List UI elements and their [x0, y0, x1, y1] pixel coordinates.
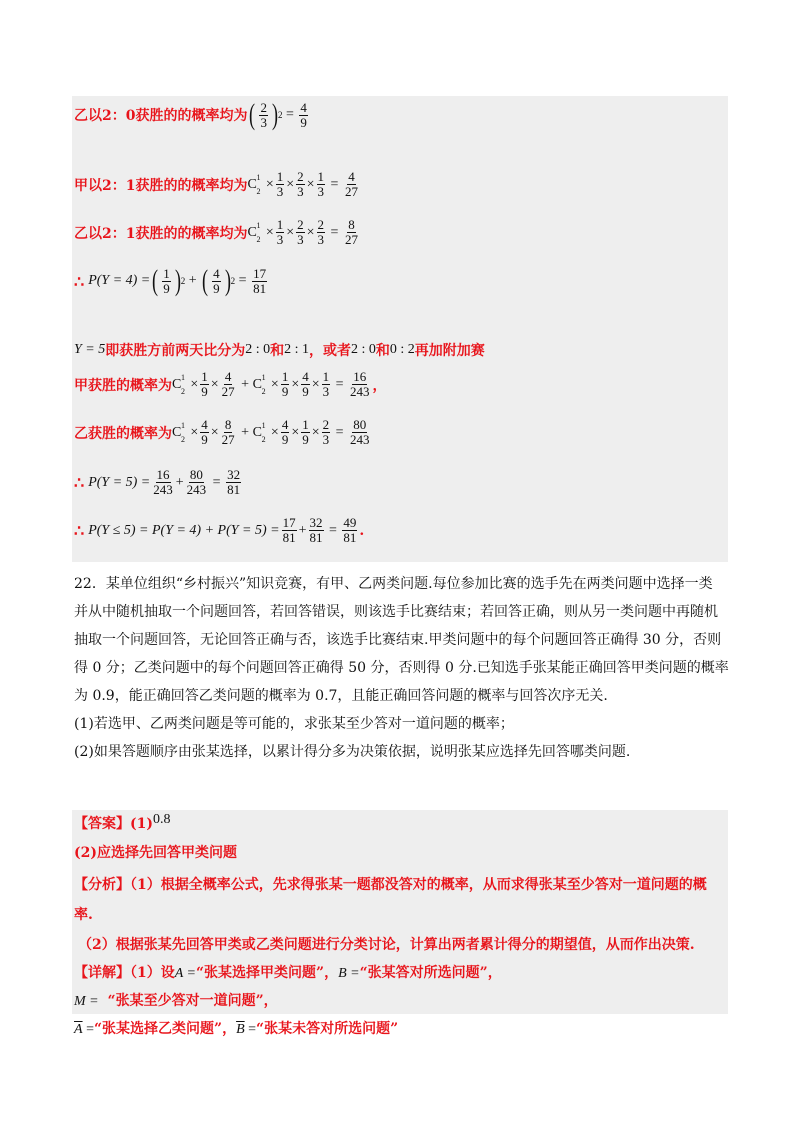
c-symbol: C [172, 376, 182, 392]
times-sign: × [190, 376, 199, 392]
numerator: 2 [322, 417, 330, 432]
times-sign: × [265, 176, 274, 192]
numerator: 8 [224, 417, 232, 432]
numerator: 80 [189, 467, 203, 482]
fraction [301, 370, 310, 399]
fraction [252, 267, 267, 296]
times-sign: × [311, 376, 320, 392]
line5-text: 即获胜方前两天比分为 [105, 343, 246, 359]
c-sup: 1 [256, 220, 261, 230]
equals-sign: = [327, 224, 342, 240]
combination [172, 372, 190, 396]
question-line: 并从中随机抽取一个问题回答，若回答错误，则该选手比赛结束；若回答正确，则从另一类问题中再随机 [74, 604, 718, 620]
fraction [281, 370, 290, 399]
denominator: 9 [163, 280, 170, 296]
numerator: 4 [281, 417, 289, 432]
solution-line-8 [74, 468, 243, 497]
denominator: 81 [253, 280, 267, 296]
numerator: 4 [213, 265, 220, 281]
numerator: 2 [260, 99, 267, 115]
analysis-line [74, 874, 707, 894]
math-M: M = [74, 994, 99, 1009]
numerator: 4 [300, 99, 307, 115]
answer-part1: (1) [130, 816, 153, 832]
c-sub: 2 [181, 434, 185, 444]
equals-sign: = [325, 522, 341, 538]
answer-line [74, 813, 171, 833]
solution-line-7 [74, 418, 373, 447]
line5-text: 和 [375, 343, 390, 359]
fraction [299, 101, 308, 130]
numerator: 4 [224, 369, 232, 384]
denominator: 81 [282, 530, 296, 545]
numerator: 4 [201, 417, 208, 432]
equals-sign: = [82, 1022, 94, 1037]
fraction [200, 370, 209, 399]
fraction [309, 516, 324, 545]
numerator: 80 [353, 417, 367, 432]
detail-text: （1）设 [130, 965, 175, 981]
plus-sign: + [185, 273, 201, 288]
line2-label: 甲以2：1获胜的的概率均为 [74, 177, 248, 194]
combination [252, 372, 271, 396]
solution-line-1 [74, 100, 310, 130]
fraction [317, 170, 326, 199]
numerator: 1 [276, 169, 284, 184]
fraction [200, 418, 209, 447]
answer-part2-line [74, 842, 237, 862]
times-sign: × [210, 376, 219, 392]
numerator: 2 [297, 169, 304, 184]
solution-line-6 [74, 370, 387, 399]
denominator: 243 [350, 384, 370, 399]
detail-text: “张某选择乙类问题”， [93, 1021, 237, 1037]
p-y5-lhs: P(Y = 5) = [88, 474, 151, 490]
fraction [322, 418, 331, 447]
line3-label: 乙以2：1获胜的的概率均为 [74, 225, 248, 242]
denominator: 9 [300, 114, 307, 130]
p-y4-lhs: P(Y = 4) = [88, 273, 151, 288]
c-sub: 2 [261, 386, 266, 396]
therefore-symbol: ∴ [74, 521, 85, 540]
fraction [276, 218, 285, 247]
line1-label: 乙以2：0获胜的的概率均为 [74, 108, 248, 124]
detail-tag: 【详解】 [74, 965, 130, 981]
line5-text: 和 [270, 343, 285, 359]
question-line: 为 0.9，能正确回答乙类问题的概率为 0.7，且能正确回答问题的概率与回答次序无关. [74, 688, 608, 704]
equals-sign: = [282, 107, 298, 122]
numerator: 17 [282, 515, 296, 530]
denominator: 27 [344, 184, 358, 199]
c-symbol: C [252, 376, 262, 392]
numerator: 17 [253, 265, 267, 281]
math-B: B = [338, 966, 360, 981]
detail-line-1 [74, 962, 502, 982]
c-sup: 1 [181, 372, 185, 382]
numerator: 2 [297, 217, 304, 232]
denominator: 3 [260, 114, 267, 130]
combination [252, 420, 271, 444]
fraction [212, 267, 221, 296]
fraction [349, 370, 371, 399]
fraction [296, 170, 305, 199]
times-sign: × [270, 424, 279, 440]
plus-sign: + [175, 474, 184, 490]
question-line: 22．某单位组织“乡村振兴”知识竞赛，有甲、乙两类问题.每位参加比赛的选手先在两类问题中选择一类 [74, 576, 713, 592]
denominator: 9 [281, 384, 289, 399]
denominator: 3 [297, 232, 304, 247]
math-A-bar: $\overline{A}$ [74, 1022, 83, 1037]
c-sup: 1 [181, 420, 185, 430]
comma: ， [372, 377, 387, 394]
y-equals-5: Y = 5 [74, 342, 106, 357]
analysis-line-cont [74, 904, 93, 924]
equals-sign: = [235, 273, 251, 288]
exponent: 2 [277, 110, 283, 120]
score: 0 : 2 [389, 342, 415, 357]
c-symbol: C [172, 424, 182, 440]
denominator: 27 [221, 384, 235, 399]
answer-part2: (2)应选择先回答甲类问题 [74, 845, 237, 861]
denominator: 243 [350, 432, 370, 447]
exponent: 2 [180, 276, 186, 286]
c-sub: 2 [181, 386, 185, 396]
denominator: 9 [302, 384, 309, 399]
numerator: 8 [348, 217, 355, 232]
right-paren: ) [224, 264, 231, 297]
fraction [281, 418, 290, 447]
denominator: 3 [322, 384, 330, 399]
denominator: 3 [317, 232, 325, 247]
times-sign: × [291, 376, 300, 392]
numerator: 49 [343, 515, 357, 530]
score: 2 : 0 [245, 342, 271, 357]
detail-text: “张某未答对所选问题” [256, 1021, 399, 1037]
numerator: 16 [353, 369, 367, 384]
question-line: 得 0 分；乙类问题中的每个问题回答正确得 50 分，否则得 0 分.已知选手张某能正确回答甲类问题的概率 [74, 660, 729, 676]
equals-sign: = [244, 1022, 257, 1037]
equals-sign: = [332, 424, 348, 440]
period: . [359, 522, 365, 539]
denominator: 243 [153, 482, 173, 497]
times-sign: × [265, 224, 274, 240]
numerator: 4 [302, 369, 309, 384]
solution-line-3 [74, 218, 361, 247]
question-paragraph [74, 572, 729, 764]
solution-line-9 [74, 516, 364, 545]
denominator: 81 [309, 530, 323, 545]
fraction [259, 101, 268, 130]
fraction [322, 370, 331, 399]
solution-line-2 [74, 170, 361, 199]
left-paren: ( [249, 98, 256, 131]
math-B-bar: $\overline{B}$ [236, 1022, 245, 1037]
plus-sign: + [237, 376, 253, 392]
numerator: 32 [227, 467, 241, 482]
denominator: 9 [281, 432, 289, 447]
p-y-le-5-lhs: P(Y ≤ 5) = P(Y = 4) + P(Y = 5) = [88, 522, 280, 538]
c-sub: 2 [256, 186, 261, 196]
subquestion-1: (1)若选甲、乙两类问题是等可能的，求张某至少答对一道问题的概率； [74, 716, 514, 732]
score: 2 : 0 [351, 342, 376, 357]
c-symbol: C [252, 424, 262, 440]
c-sub: 2 [256, 234, 261, 244]
numerator: 1 [281, 369, 289, 384]
combination [247, 220, 265, 244]
line6-label: 甲获胜的概率为 [74, 377, 172, 394]
fraction [226, 468, 241, 497]
denominator: 9 [302, 432, 309, 447]
equals-sign: = [209, 474, 225, 490]
fraction [342, 516, 357, 545]
detail-text: “张某至少答对一道问题”， [107, 993, 278, 1009]
times-sign: × [311, 424, 320, 440]
numerator: 1 [317, 169, 325, 184]
fraction [296, 218, 305, 247]
therefore-symbol: ∴ [74, 271, 85, 291]
fraction [349, 418, 371, 447]
line5-text: 再加附加赛 [414, 343, 485, 359]
times-sign: × [291, 424, 300, 440]
times-sign: × [286, 224, 295, 240]
exponent: 2 [230, 276, 236, 286]
line7-label: 乙获胜的概率为 [74, 425, 172, 442]
times-sign: × [210, 424, 219, 440]
detail-line-2 [74, 990, 278, 1010]
score: 2 : 1 [284, 342, 310, 357]
fraction [282, 516, 297, 545]
c-symbol: C [247, 224, 257, 240]
numerator: 1 [163, 265, 170, 281]
numerator: 1 [302, 417, 309, 432]
c-sup: 1 [261, 420, 266, 430]
times-sign: × [190, 424, 199, 440]
c-symbol: C [247, 176, 257, 192]
fraction [344, 218, 359, 247]
fraction [162, 267, 171, 296]
denominator: 3 [276, 184, 284, 199]
math-A: A = [174, 966, 196, 981]
denominator: 3 [317, 184, 325, 199]
plus-sign: + [237, 424, 253, 440]
analysis-line-2 [78, 934, 695, 954]
times-sign: × [270, 376, 279, 392]
denominator: 9 [201, 432, 208, 447]
numerator: 1 [276, 217, 284, 232]
combination [247, 172, 265, 196]
right-paren: ) [271, 98, 278, 131]
detail-text: “张某答对所选问题”， [359, 965, 502, 981]
therefore-symbol: ∴ [74, 473, 85, 492]
combination [172, 420, 190, 444]
times-sign: × [306, 176, 315, 192]
left-paren: ( [152, 264, 159, 297]
denominator: 9 [201, 384, 208, 399]
analysis-text-1b: 率. [74, 907, 93, 923]
line5-text: ，或者 [309, 343, 352, 359]
analysis-text-1: （1）根据全概率公式，先求得张某一题都没答对的概率，从而求得张某至少答对一道问题的概 [130, 877, 707, 893]
numerator: 2 [317, 217, 325, 232]
analysis-tag: 【分析】 [74, 877, 130, 893]
solution-line-4 [74, 266, 269, 296]
c-sup: 1 [261, 372, 266, 382]
denominator: 243 [186, 482, 207, 497]
fraction [301, 418, 310, 447]
numerator: 4 [348, 169, 355, 184]
numerator: 1 [201, 369, 208, 384]
numerator: 16 [156, 467, 170, 482]
fraction [221, 418, 236, 447]
c-sup: 1 [256, 172, 261, 182]
right-paren: ) [174, 264, 181, 297]
question-line: 抽取一个问题回答，无论回答正确与否，该选手比赛结束.甲类问题中的每个问题回答正确得 30 分，否则 [74, 632, 722, 648]
solution-line-5 [74, 340, 485, 360]
numerator: 32 [309, 515, 323, 530]
fraction [317, 218, 326, 247]
denominator: 9 [213, 280, 220, 296]
denominator: 81 [343, 530, 357, 545]
times-sign: × [306, 224, 315, 240]
fraction [221, 370, 236, 399]
detail-text: “张某选择甲类问题”， [196, 965, 339, 981]
detail-line-3 [74, 1018, 398, 1038]
fraction [276, 170, 285, 199]
answer-tag: 【答案】 [74, 816, 130, 832]
analysis-text-2: （2）根据张某先回答甲类或乙类问题进行分类讨论，计算出两者累计得分的期望值，从而作出决策. [78, 937, 695, 953]
c-sub: 2 [261, 434, 266, 444]
fraction [344, 170, 359, 199]
answer-part1-value: 0.8 [153, 812, 171, 827]
denominator: 27 [221, 432, 235, 447]
denominator: 3 [276, 232, 284, 247]
denominator: 3 [297, 184, 304, 199]
equals-sign: = [332, 376, 348, 392]
answer-shaded-block [72, 810, 728, 1014]
left-paren: ( [202, 264, 209, 297]
equals-sign: = [327, 176, 342, 192]
numerator: 1 [322, 369, 330, 384]
denominator: 81 [227, 482, 241, 497]
times-sign: × [286, 176, 295, 192]
fraction [186, 468, 208, 497]
denominator: 3 [322, 432, 330, 447]
fraction [152, 468, 174, 497]
denominator: 27 [344, 232, 358, 247]
subquestion-2: (2)如果答题顺序由张某选择，以累计得分多为决策依据，说明张某应选择先回答哪类问题. [74, 744, 631, 760]
plus-sign: + [298, 522, 307, 538]
